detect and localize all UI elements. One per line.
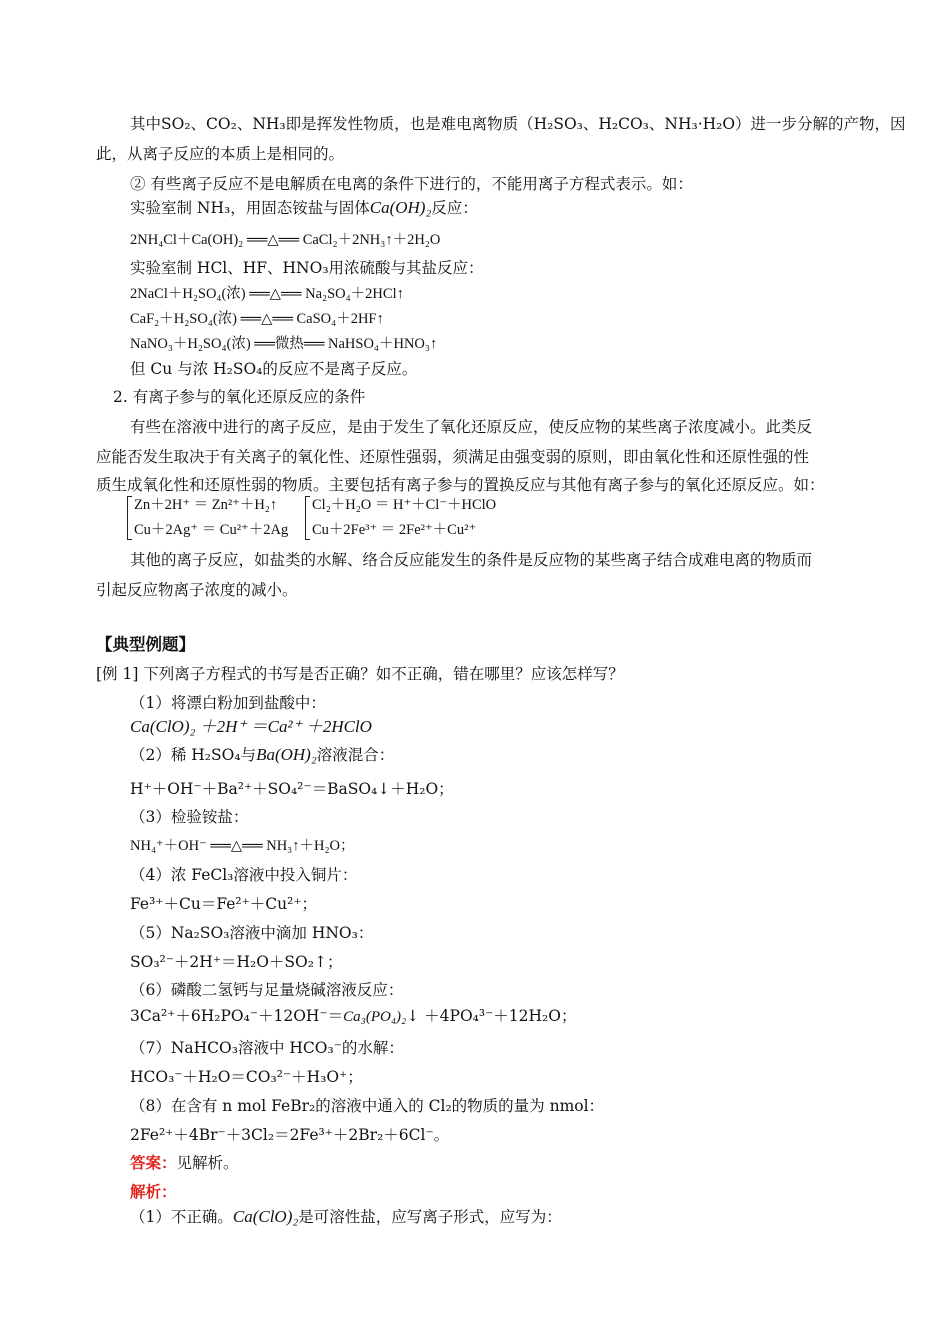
redox-para-line-1: 有些在溶液中进行的离子反应，是由于发生了氧化还原反应，使反应物的某些离子浓度减小。此类反 xyxy=(130,418,813,436)
redox-para-line-3: 质生成氧化性和还原性弱的物质。主要包括有离子参与的置换反应与其他有离子参与的氧化还原反应。如： xyxy=(96,476,825,494)
nh3-prep-text: 实验室制 NH₃，用固态铵盐与固体 xyxy=(130,199,370,217)
other-reactions-line-1: 其他的离子反应，如盐类的水解、络合反应能发生的条件是反应物的某些离子结合成难电离的物质而 xyxy=(130,551,813,569)
left-brace xyxy=(127,496,132,540)
formula-ca3-po4-2: Ca₃(PO₄)₂ xyxy=(343,1009,407,1025)
equation-cl2: Cl₂＋H₂O ＝ H⁺＋Cl⁻＋HClO xyxy=(312,497,497,513)
analysis-label: 解析： xyxy=(130,1182,177,1201)
item-3-text: （3）检验铵盐： xyxy=(130,808,249,826)
section-2-title: 2. 有离子参与的氧化还原反应的条件 xyxy=(113,388,366,406)
item-6-equation xyxy=(130,1005,576,1028)
formula-ba-oh-2: Ba(OH)₂ xyxy=(256,745,317,764)
item-1-equation: Ca(ClO)₂ ＋2H⁺ ＝Ca²⁺ ＋2HClO xyxy=(130,717,372,736)
item-4-text: （4）浓 FeCl₃溶液中投入铜片： xyxy=(130,866,358,884)
nh3-prep-suffix: 反应： xyxy=(431,199,478,217)
formula-ca-clo-2: Ca(ClO)₂ xyxy=(232,1207,299,1226)
item-6-equation-part-1: 3Ca²⁺＋6H₂PO₄⁻＋12OH⁻＝ xyxy=(130,1007,344,1025)
item-1-text: （1）将漂白粉加到盐酸中： xyxy=(130,694,326,712)
redox-para-line-2: 应能否发生取决于有关离子的氧化性、还原性强弱，须满足由强变弱的原则，即由氧化性和还原性强的性 xyxy=(96,448,810,466)
analysis-1-text: （1）不正确。 xyxy=(130,1208,233,1226)
example-1-question: [例 1] 下列离子方程式的书写是否正确？如不正确，错在哪里？应该怎样写？ xyxy=(96,665,624,683)
equation-cu-fe: Cu＋2Fe³⁺ ＝ 2Fe²⁺＋Cu²⁺ xyxy=(312,522,477,538)
item-2-text: （2）稀 H₂SO₄与 xyxy=(130,746,257,764)
equation-nh3-prep: 2NH₄Cl＋Ca(OH)₂ ══△══ CaCl₂＋2NH₃↑＋2H₂O xyxy=(130,232,441,248)
item-5-equation: SO₃²⁻＋2H⁺＝H₂O＋SO₂↑； xyxy=(130,953,343,971)
item-2-line xyxy=(130,744,394,766)
cu-note: 但 Cu 与浓 H₂SO₄的反应不是离子反应。 xyxy=(130,360,418,378)
item-8-equation: 2Fe²⁺＋4Br⁻＋3Cl₂＝2Fe³⁺＋2Br₂＋6Cl⁻。 xyxy=(130,1126,450,1144)
item-6-text: （6）磷酸二氢钙与足量烧碱溶液反应： xyxy=(130,981,404,999)
item-2-suffix: 溶液混合： xyxy=(316,746,395,764)
item-7-text: （7）NaHCO₃溶液中 HCO₃⁻的水解： xyxy=(130,1039,404,1057)
other-reactions-line-2: 引起反应物离子浓度的减小。 xyxy=(96,581,298,599)
equation-zn: Zn＋2H⁺ ＝ Zn²⁺＋H₂↑ xyxy=(134,497,278,513)
item-4-equation: Fe³⁺＋Cu＝Fe²⁺＋Cu²⁺； xyxy=(130,895,318,913)
nh3-prep-line xyxy=(130,197,478,219)
equation-cu-ag: Cu＋2Ag⁺ ＝ Cu²⁺＋2Ag xyxy=(134,522,289,538)
item-7-equation: HCO₃⁻＋H₂O＝CO₃²⁻＋H₃O⁺； xyxy=(130,1068,363,1086)
right-brace xyxy=(305,496,310,540)
para-volatile-line-2: 此，从离子反应的本质上是相同的。 xyxy=(96,145,345,163)
point-2-text: ② 有些离子反应不是电解质在电离的条件下进行的，不能用离子方程式表示。如： xyxy=(130,175,693,193)
analysis-1-suffix: 是可溶性盐，应写离子形式，应写为： xyxy=(298,1208,562,1226)
answer-text: 见解析。 xyxy=(176,1154,239,1172)
para-volatile-line-1: 其中SO₂、CO₂、NH₃即是挥发性物质，也是难电离物质（H₂SO₃、H₂CO₃、NH₃·H₂O）进一步分解的产物，因 xyxy=(130,115,906,133)
equation-hno3-prep: NaNO₃＋H₂SO₄(浓) ══微热══ NaHSO₄＋HNO₃↑ xyxy=(130,336,438,352)
item-2-equation: H⁺＋OH⁻＋Ba²⁺＋SO₄²⁻＝BaSO₄↓＋H₂O； xyxy=(130,780,454,798)
item-5-text: （5）Na₂SO₃溶液中滴加 HNO₃： xyxy=(130,924,374,942)
analysis-1-line xyxy=(130,1206,562,1228)
equation-hcl-prep: 2NaCl＋H₂SO₄(浓) ══△══ Na₂SO₄＋2HCl↑ xyxy=(130,286,404,302)
acid-prep-text: 实验室制 HCl、HF、HNO₃用浓硫酸与其盐反应： xyxy=(130,259,484,277)
formula-ca-oh-2: Ca(OH)₂ xyxy=(369,198,432,217)
answer-line xyxy=(130,1152,239,1174)
item-6-equation-part-2: ↓ ＋4PO₄³⁻＋12H₂O； xyxy=(406,1007,577,1025)
answer-label: 答案： xyxy=(130,1153,177,1172)
equation-hf-prep: CaF₂＋H₂SO₄(浓) ══△══ CaSO₄＋2HF↑ xyxy=(130,311,384,327)
item-3-equation: NH₄⁺＋OH⁻ ══△══ NH₃↑＋H₂O； xyxy=(130,838,355,854)
item-8-text: （8）在含有 n mol FeBr₂的溶液中通入的 Cl₂的物质的量为 nmol： xyxy=(130,1097,605,1115)
typical-examples-heading: 【典型例题】 xyxy=(96,635,195,654)
